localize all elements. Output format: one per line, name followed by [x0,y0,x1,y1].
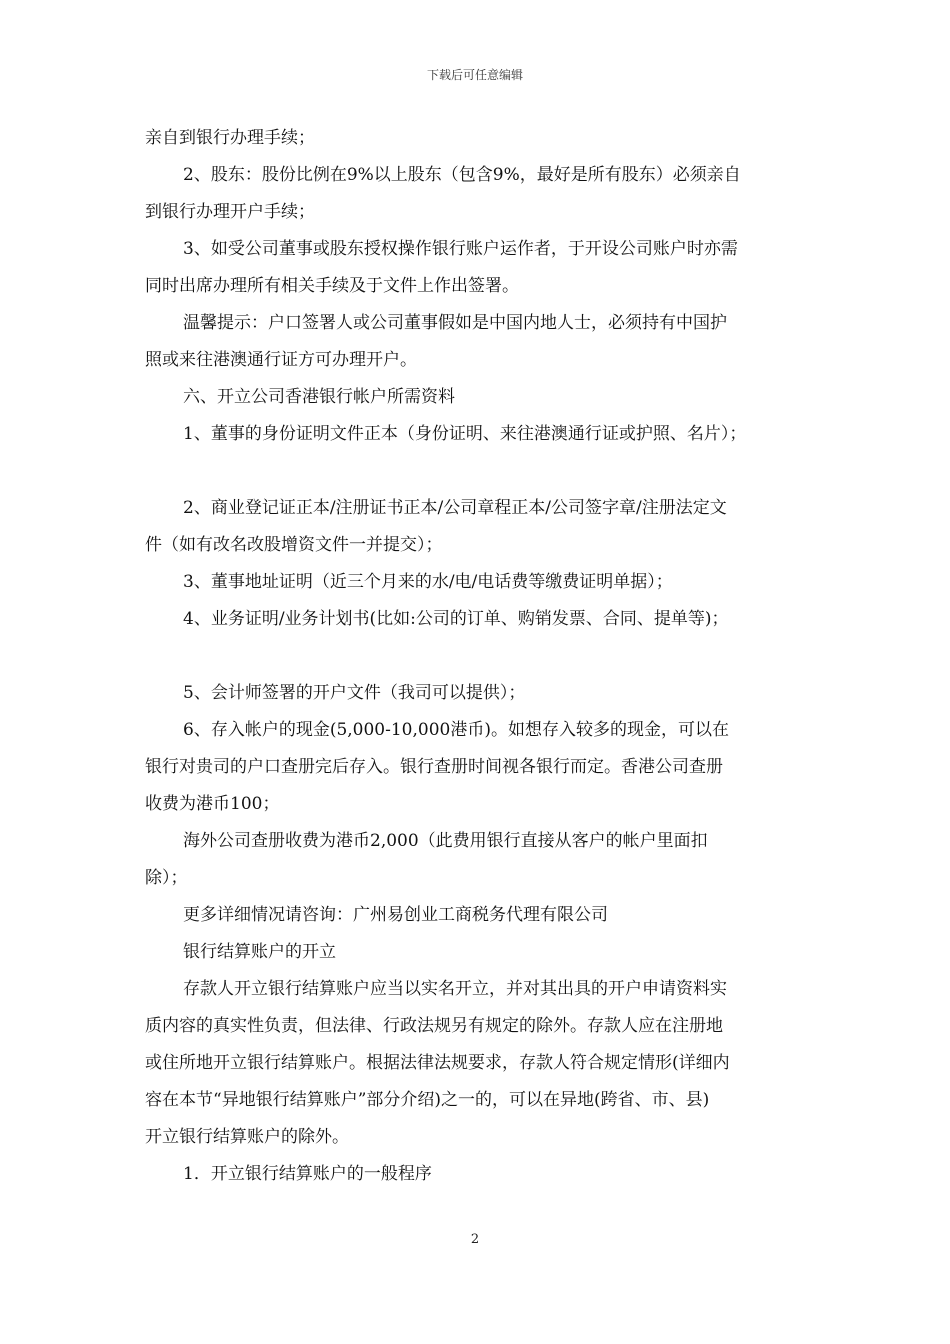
paragraph-line: 照或来往港澳通行证方可办理开户。 [145,350,417,370]
paragraph-line: 质内容的真实性负责，但法律、行政法规另有规定的除外。存款人应在注册地 [145,1016,723,1036]
section-heading: 银行结算账户的开立 [183,942,336,962]
paragraph-line: 件（如有改名改股增资文件一并提交）； [145,535,443,555]
paragraph-line: 到银行办理开户手续； [145,202,315,222]
paragraph-line: 5、会计师签署的开户文件（我司可以提供）； [183,683,526,703]
paragraph-line: 银行对贵司的户口查册完后存入。银行查册时间视各银行而定。香港公司查册 [145,757,723,777]
document-body [145,120,815,1193]
paragraph-line: 容在本节“异地银行结算账户”部分介绍)之一的，可以在异地(跨省、市、县) [145,1090,710,1110]
paragraph-line: 3、如受公司董事或股东授权操作银行账户运作者，于开设公司账户时亦需 [183,239,738,259]
paragraph-line: 1、董事的身份证明文件正本（身份证明、来往港澳通行证或护照、名片）； [183,424,747,444]
page-header: 下载后可任意编辑 [426,68,523,82]
paragraph-line: 存款人开立银行结算账户应当以实名开立，并对其出具的开户申请资料实 [183,979,727,999]
paragraph-line: 同时出席办理所有相关手续及于文件上作出签署。 [145,276,519,296]
paragraph-line: 2、股东：股份比例在9%以上股东（包含9%，最好是所有股东）必须亲自 [183,165,741,185]
paragraph-line: 更多详细情况请咨询：广州易创业工商税务代理有限公司 [183,905,608,925]
paragraph-line: 除）； [145,868,188,888]
paragraph-line: 4、业务证明/业务计划书(比如:公司的订单、购销发票、合同、提单等)； [183,609,729,629]
paragraph-line: 亲自到银行办理手续； [145,128,315,148]
paragraph-line: 收费为港币100； [145,794,280,814]
page-number: 2 [470,1232,480,1247]
blank-line [145,453,815,490]
blank-line [145,638,815,675]
paragraph-line: 开立银行结算账户的除外。 [145,1127,349,1147]
paragraph-line: 海外公司查册收费为港币2,000（此费用银行直接从客户的帐户里面扣 [183,831,708,851]
paragraph-line: 温馨提示：户口签署人或公司董事假如是中国内地人士，必须持有中国护 [183,313,727,333]
section-heading: 六、开立公司香港银行帐户所需资料 [183,387,455,407]
paragraph-line: 6、存入帐户的现金(5,000-10,000港币)。如想存入较多的现金，可以在 [183,720,729,740]
paragraph-line: 或住所地开立银行结算账户。根据法律法规要求，存款人符合规定情形(详细内 [145,1053,730,1073]
section-heading: 1．开立银行结算账户的一般程序 [183,1164,432,1184]
paragraph-line: 2、商业登记证正本/注册证书正本/公司章程正本/公司签字章/注册法定文 [183,498,727,518]
paragraph-line: 3、董事地址证明（近三个月来的水/电/电话费等缴费证明单据）； [183,572,673,592]
